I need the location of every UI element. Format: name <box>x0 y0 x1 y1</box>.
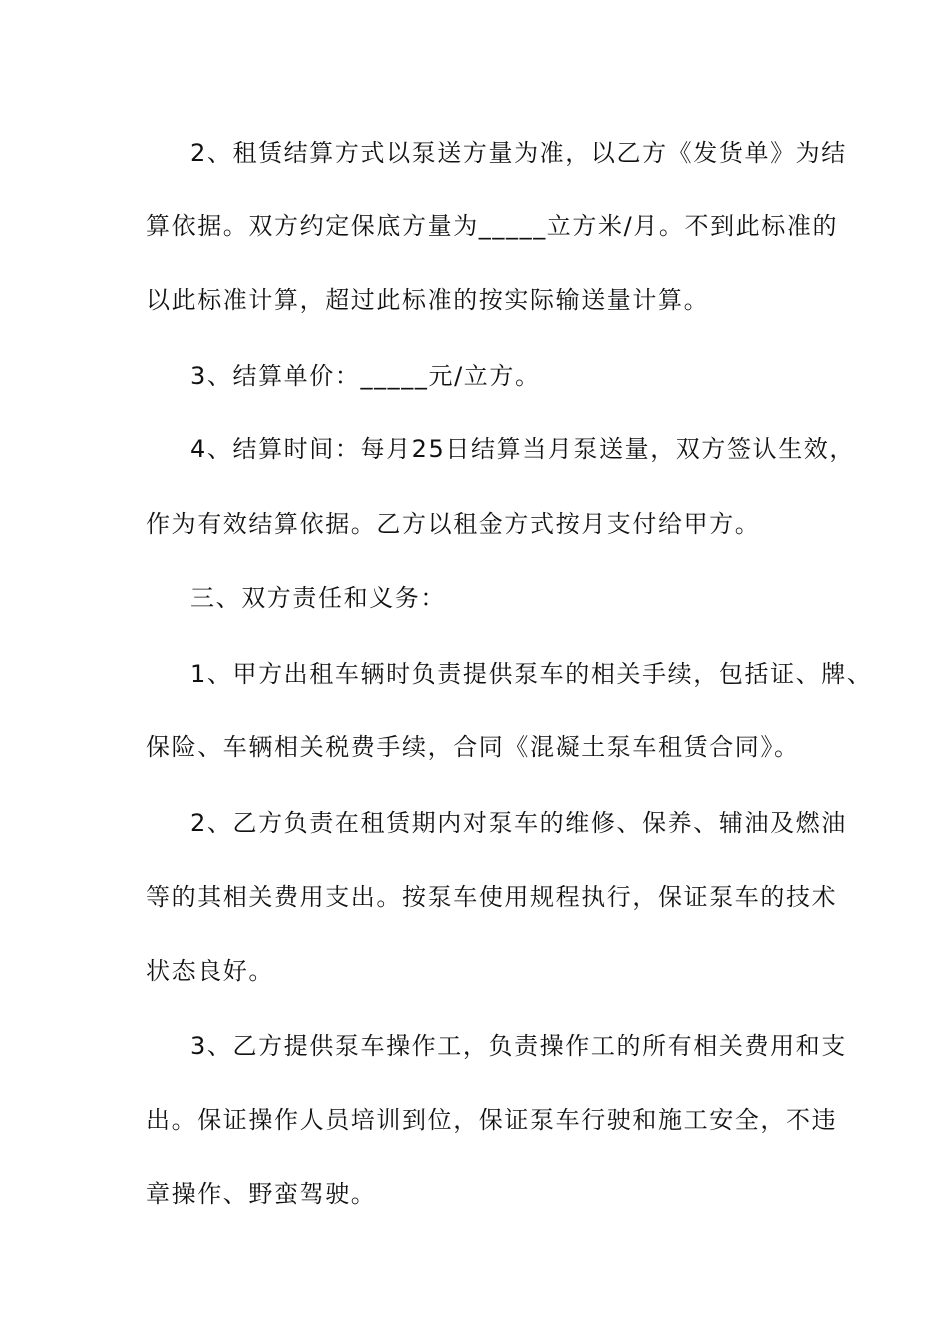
paragraph-line: 出。保证操作人员培训到位，保证泵车行驶和施工安全，不违 <box>146 1106 838 1134</box>
paragraph-line: 2、租赁结算方式以泵送方量为准，以乙方《发货单》为结 <box>190 139 847 167</box>
paragraph-line: 等的其相关费用支出。按泵车使用规程执行，保证泵车的技术 <box>146 883 838 911</box>
paragraph-line: 章操作、野蛮驾驶。 <box>146 1180 377 1208</box>
paragraph-line: 2、乙方负责在租赁期内对泵车的维修、保养、辅油及燃油 <box>190 809 847 837</box>
paragraph-line: 3、结算单价：_____元/立方。 <box>190 362 541 390</box>
paragraph-line: 保险、车辆相关税费手续，合同《混凝土泵车租赁合同》。 <box>146 733 800 761</box>
paragraph-line: 1、甲方出租车辆时负责提供泵车的相关手续，包括证、牌、 <box>190 660 873 688</box>
section-heading: 三、双方责任和义务： <box>190 584 446 612</box>
paragraph-line: 算依据。双方约定保底方量为_____立方米/月。不到此标准的 <box>146 212 839 240</box>
paragraph-line: 状态良好。 <box>146 957 274 985</box>
paragraph-line: 作为有效结算依据。乙方以租金方式按月支付给甲方。 <box>146 510 761 538</box>
paragraph-line: 以此标准计算，超过此标准的按实际输送量计算。 <box>146 286 710 314</box>
paragraph-line: 4、结算时间：每月25日结算当月泵送量，双方签认生效， <box>190 435 856 463</box>
paragraph-line: 3、乙方提供泵车操作工，负责操作工的所有相关费用和支 <box>190 1032 847 1060</box>
